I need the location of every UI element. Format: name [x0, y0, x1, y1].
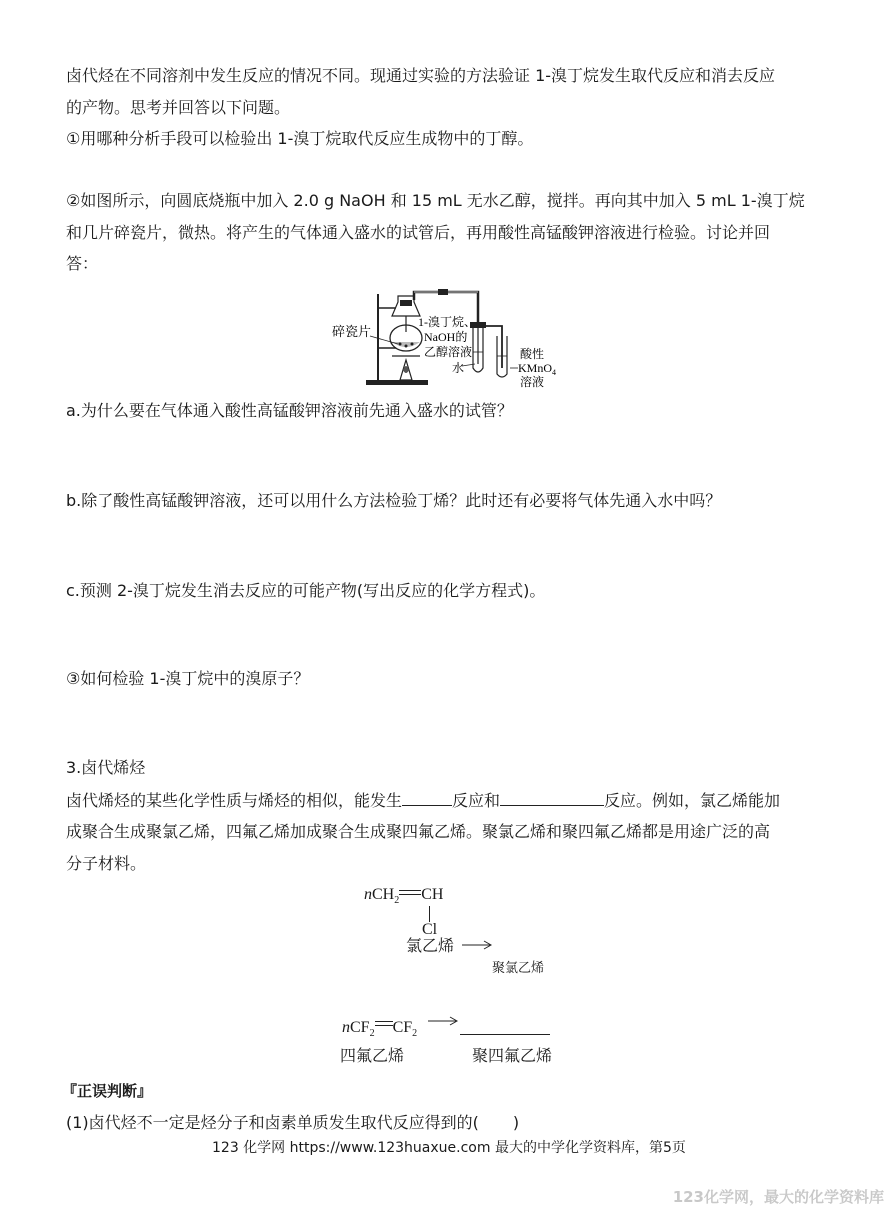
blank-2[interactable] — [500, 790, 604, 806]
equation-2-product-blank[interactable] — [460, 1034, 550, 1035]
label-kmno4-2: KMnO$_4$ — [518, 361, 557, 377]
equation-2-formula: nCF$_2$ $CF_2$ — [342, 1019, 418, 1040]
label-kmno4-1: 酸性 — [520, 347, 545, 361]
question-2-line-2: 和几片碎瓷片，微热。将产生的气体通入盛水的试管后，再用酸性高锰酸钾溶液进行检验。讨论并回 — [66, 223, 771, 242]
question-2-line-1: ②如图所示，向圆底烧瓶中加入 2.0 g NaOH 和 15 mL 无水乙醇，搅拌。再向其中加入 5 mL 1-溴丁烷 — [66, 191, 805, 210]
label-water: 水 — [452, 361, 465, 375]
judge-item-1: (1)卤代烃不一定是烃分子和卤素单质发生取代反应得到的( ) — [66, 1113, 520, 1132]
equation-2-product-name: 聚四氟乙烯 — [472, 1046, 553, 1065]
equation-1-formula: nCH$_2$ CH — [364, 886, 444, 907]
section-3-line-3: 分子材料。 — [66, 854, 147, 873]
page-footer: 123 化学网 https://www.123huaxue.com 最大的中学化学资料库，第5页 — [212, 1140, 686, 1156]
section-3-title: 3.卤代烯烃 — [66, 758, 146, 777]
judge-heading: 『正误判断』 — [62, 1082, 153, 1100]
section-3-line-2: 成聚合生成聚氯乙烯，四氟乙烯加成聚合生成聚四氟乙烯。聚氯乙烯和聚四氟乙烯都是用途广泛的高 — [66, 822, 771, 841]
equation-1-chlorine: Cl — [422, 921, 438, 938]
blank-1[interactable] — [402, 790, 452, 806]
label-flask-2: NaOH的 — [424, 330, 468, 344]
question-2-line-3: 答： — [66, 254, 99, 273]
equation-1-reactant-name: 氯乙烯 — [406, 936, 455, 955]
question-b: b.除了酸性高锰酸钾溶液，还可以用什么方法检验丁烯？此时还有必要将气体先通入水中吗？ — [66, 491, 722, 510]
question-1: ①用哪种分析手段可以检验出 1-溴丁烷取代反应生成物中的丁醇。 — [66, 129, 534, 148]
question-a: a.为什么要在气体通入酸性高锰酸钾溶液前先通入盛水的试管？ — [66, 401, 513, 420]
label-flask-3: 乙醇溶液 — [424, 345, 473, 359]
question-c: c.预测 2-溴丁烷发生消去反应的可能产物(写出反应的化学方程式)。 — [66, 581, 546, 600]
intro-line-1: 卤代烃在不同溶剂中发生反应的情况不同。现通过实验的方法验证 1-溴丁烷发生取代反应和消去反应 — [66, 66, 776, 85]
label-porcelain-chips: 碎瓷片 — [332, 324, 372, 339]
question-3: ③如何检验 1-溴丁烷中的溴原子？ — [66, 669, 310, 688]
intro-line-2: 的产物。思考并回答以下问题。 — [66, 98, 291, 117]
section-3-line-1: 卤代烯烃的某些化学性质与烯烃的相似，能发生 反应和 反应。例如，氯乙烯能加 — [66, 791, 781, 810]
equation-2-arrow — [426, 1014, 460, 1028]
apparatus-figure — [330, 286, 570, 390]
watermark: 123化学网，最大的化学资料库 — [672, 1188, 884, 1206]
equation-1-arrow — [460, 938, 494, 952]
label-flask-1: 1-溴丁烷、 — [418, 315, 476, 329]
label-kmno4-3: 溶液 — [520, 375, 545, 389]
equation-2-reactant-name: 四氟乙烯 — [340, 1046, 405, 1065]
equation-1-product-name: 聚氯乙烯 — [492, 961, 545, 976]
